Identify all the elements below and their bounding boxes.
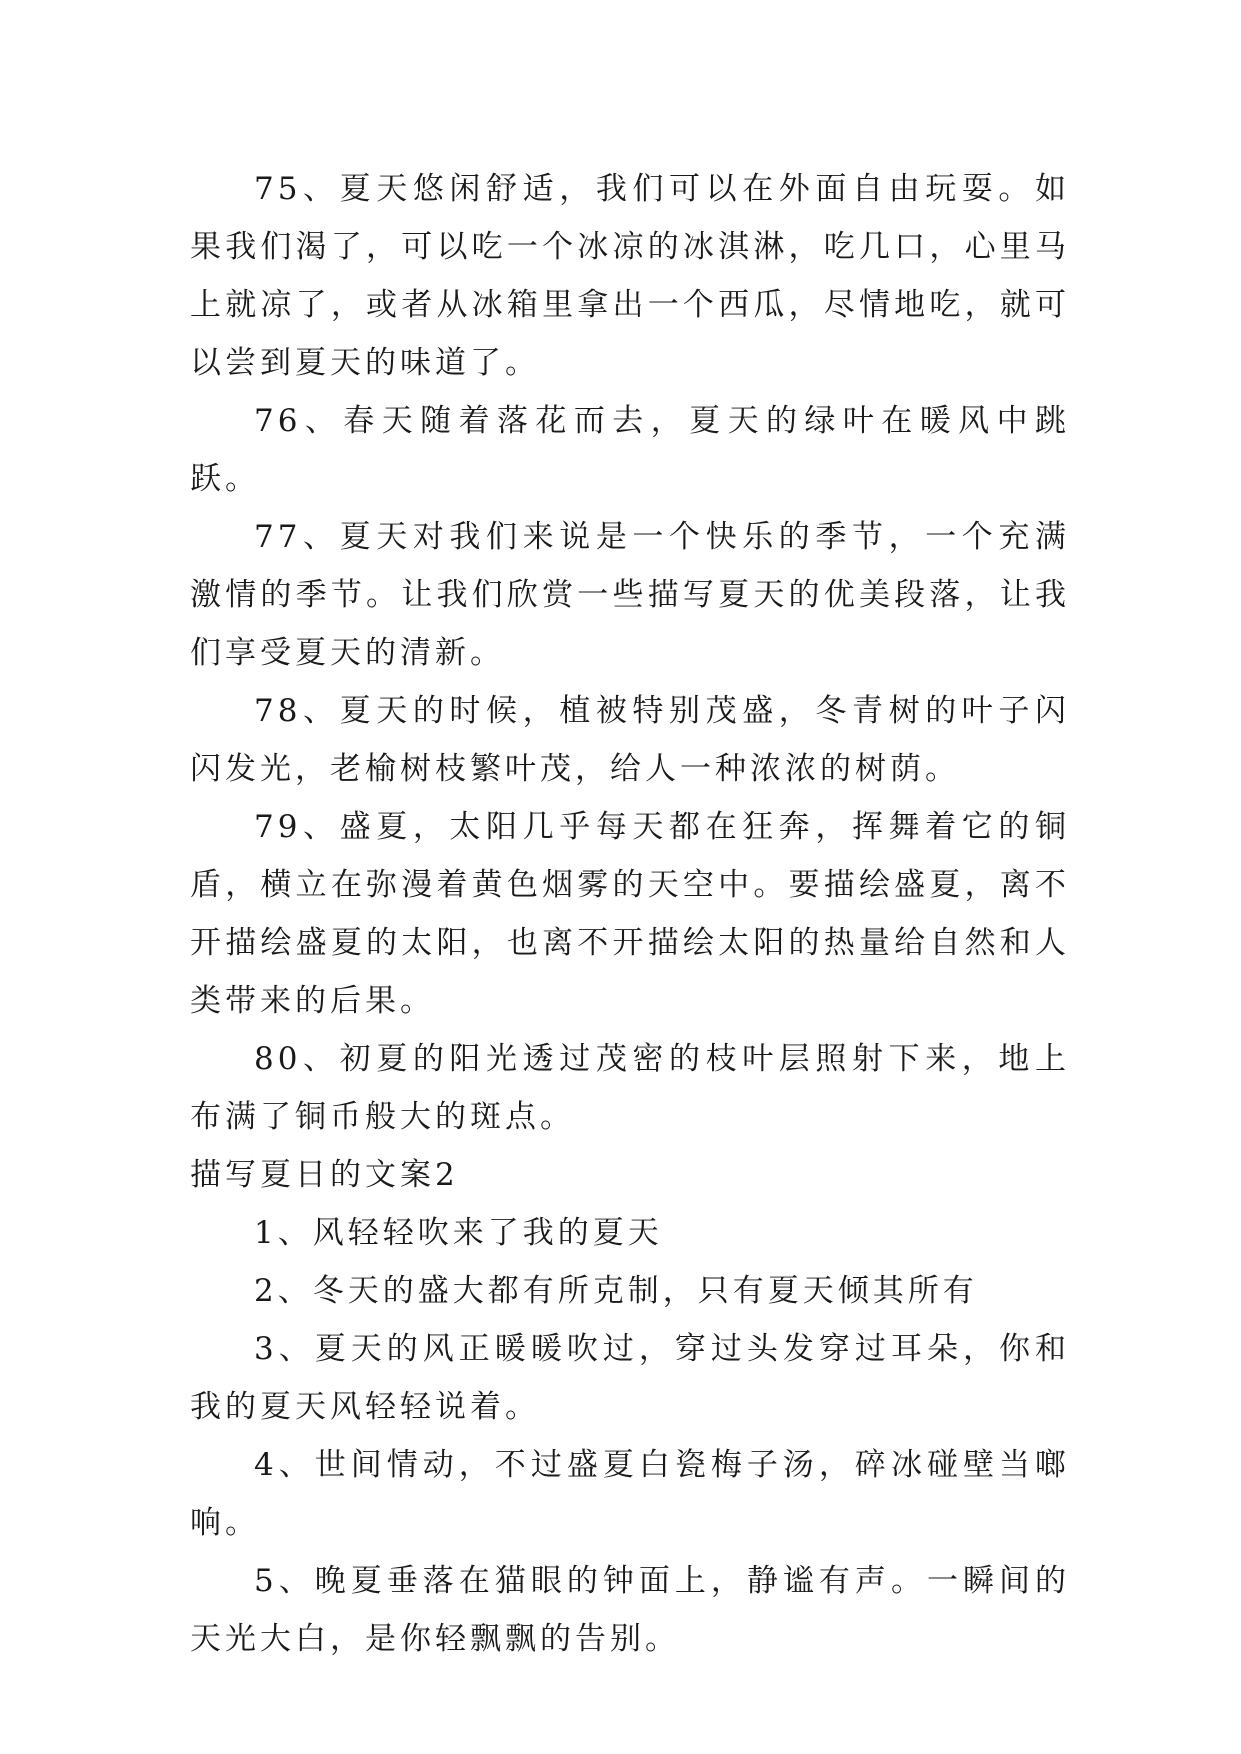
paragraph-80: 80、初夏的阳光透过茂密的枝叶层照射下来，地上布满了铜币般大的斑点。 — [190, 1041, 1070, 1135]
section-heading: 描写夏日的文案2 — [190, 1157, 459, 1193]
paragraph-1: 1、风轻轻吹来了我的夏天 — [254, 1215, 663, 1251]
paragraph-78: 78、夏天的时候，植被特别茂盛，冬青树的叶子闪闪发光，老榆树枝繁叶茂，给人一种浓浓的树荫。 — [190, 693, 1070, 787]
paragraph-79: 79、盛夏，太阳几乎每天都在狂奔，挥舞着它的铜盾，横立在弥漫着黄色烟雾的天空中。要描绘盛夏，离不开描绘盛夏的太阳，也离不开描绘太阳的热量给自然和人类带来的后果。 — [190, 809, 1070, 1019]
paragraph-76: 76、春天随着落花而去，夏天的绿叶在暖风中跳跃。 — [190, 403, 1070, 497]
paragraph-75: 75、夏天悠闲舒适，我们可以在外面自由玩耍。如果我们渴了，可以吃一个冰凉的冰淇淋，吃几口，心里马上就凉了，或者从冰箱里拿出一个西瓜，尽情地吃，就可以尝到夏天的味道了。 — [190, 171, 1070, 381]
document-page — [190, 160, 1070, 1668]
paragraph-5: 5、晚夏垂落在猫眼的钟面上，静谧有声。一瞬间的天光大白，是你轻飘飘的告别。 — [190, 1563, 1070, 1657]
paragraph-77: 77、夏天对我们来说是一个快乐的季节，一个充满激情的季节。让我们欣赏一些描写夏天的优美段落，让我们享受夏天的清新。 — [190, 519, 1070, 671]
paragraph-3: 3、夏天的风正暖暖吹过，穿过头发穿过耳朵，你和我的夏天风轻轻说着。 — [190, 1331, 1070, 1425]
paragraph-2: 2、冬天的盛大都有所克制，只有夏天倾其所有 — [254, 1273, 978, 1309]
paragraph-4: 4、世间情动，不过盛夏白瓷梅子汤，碎冰碰壁当啷响。 — [190, 1447, 1070, 1541]
